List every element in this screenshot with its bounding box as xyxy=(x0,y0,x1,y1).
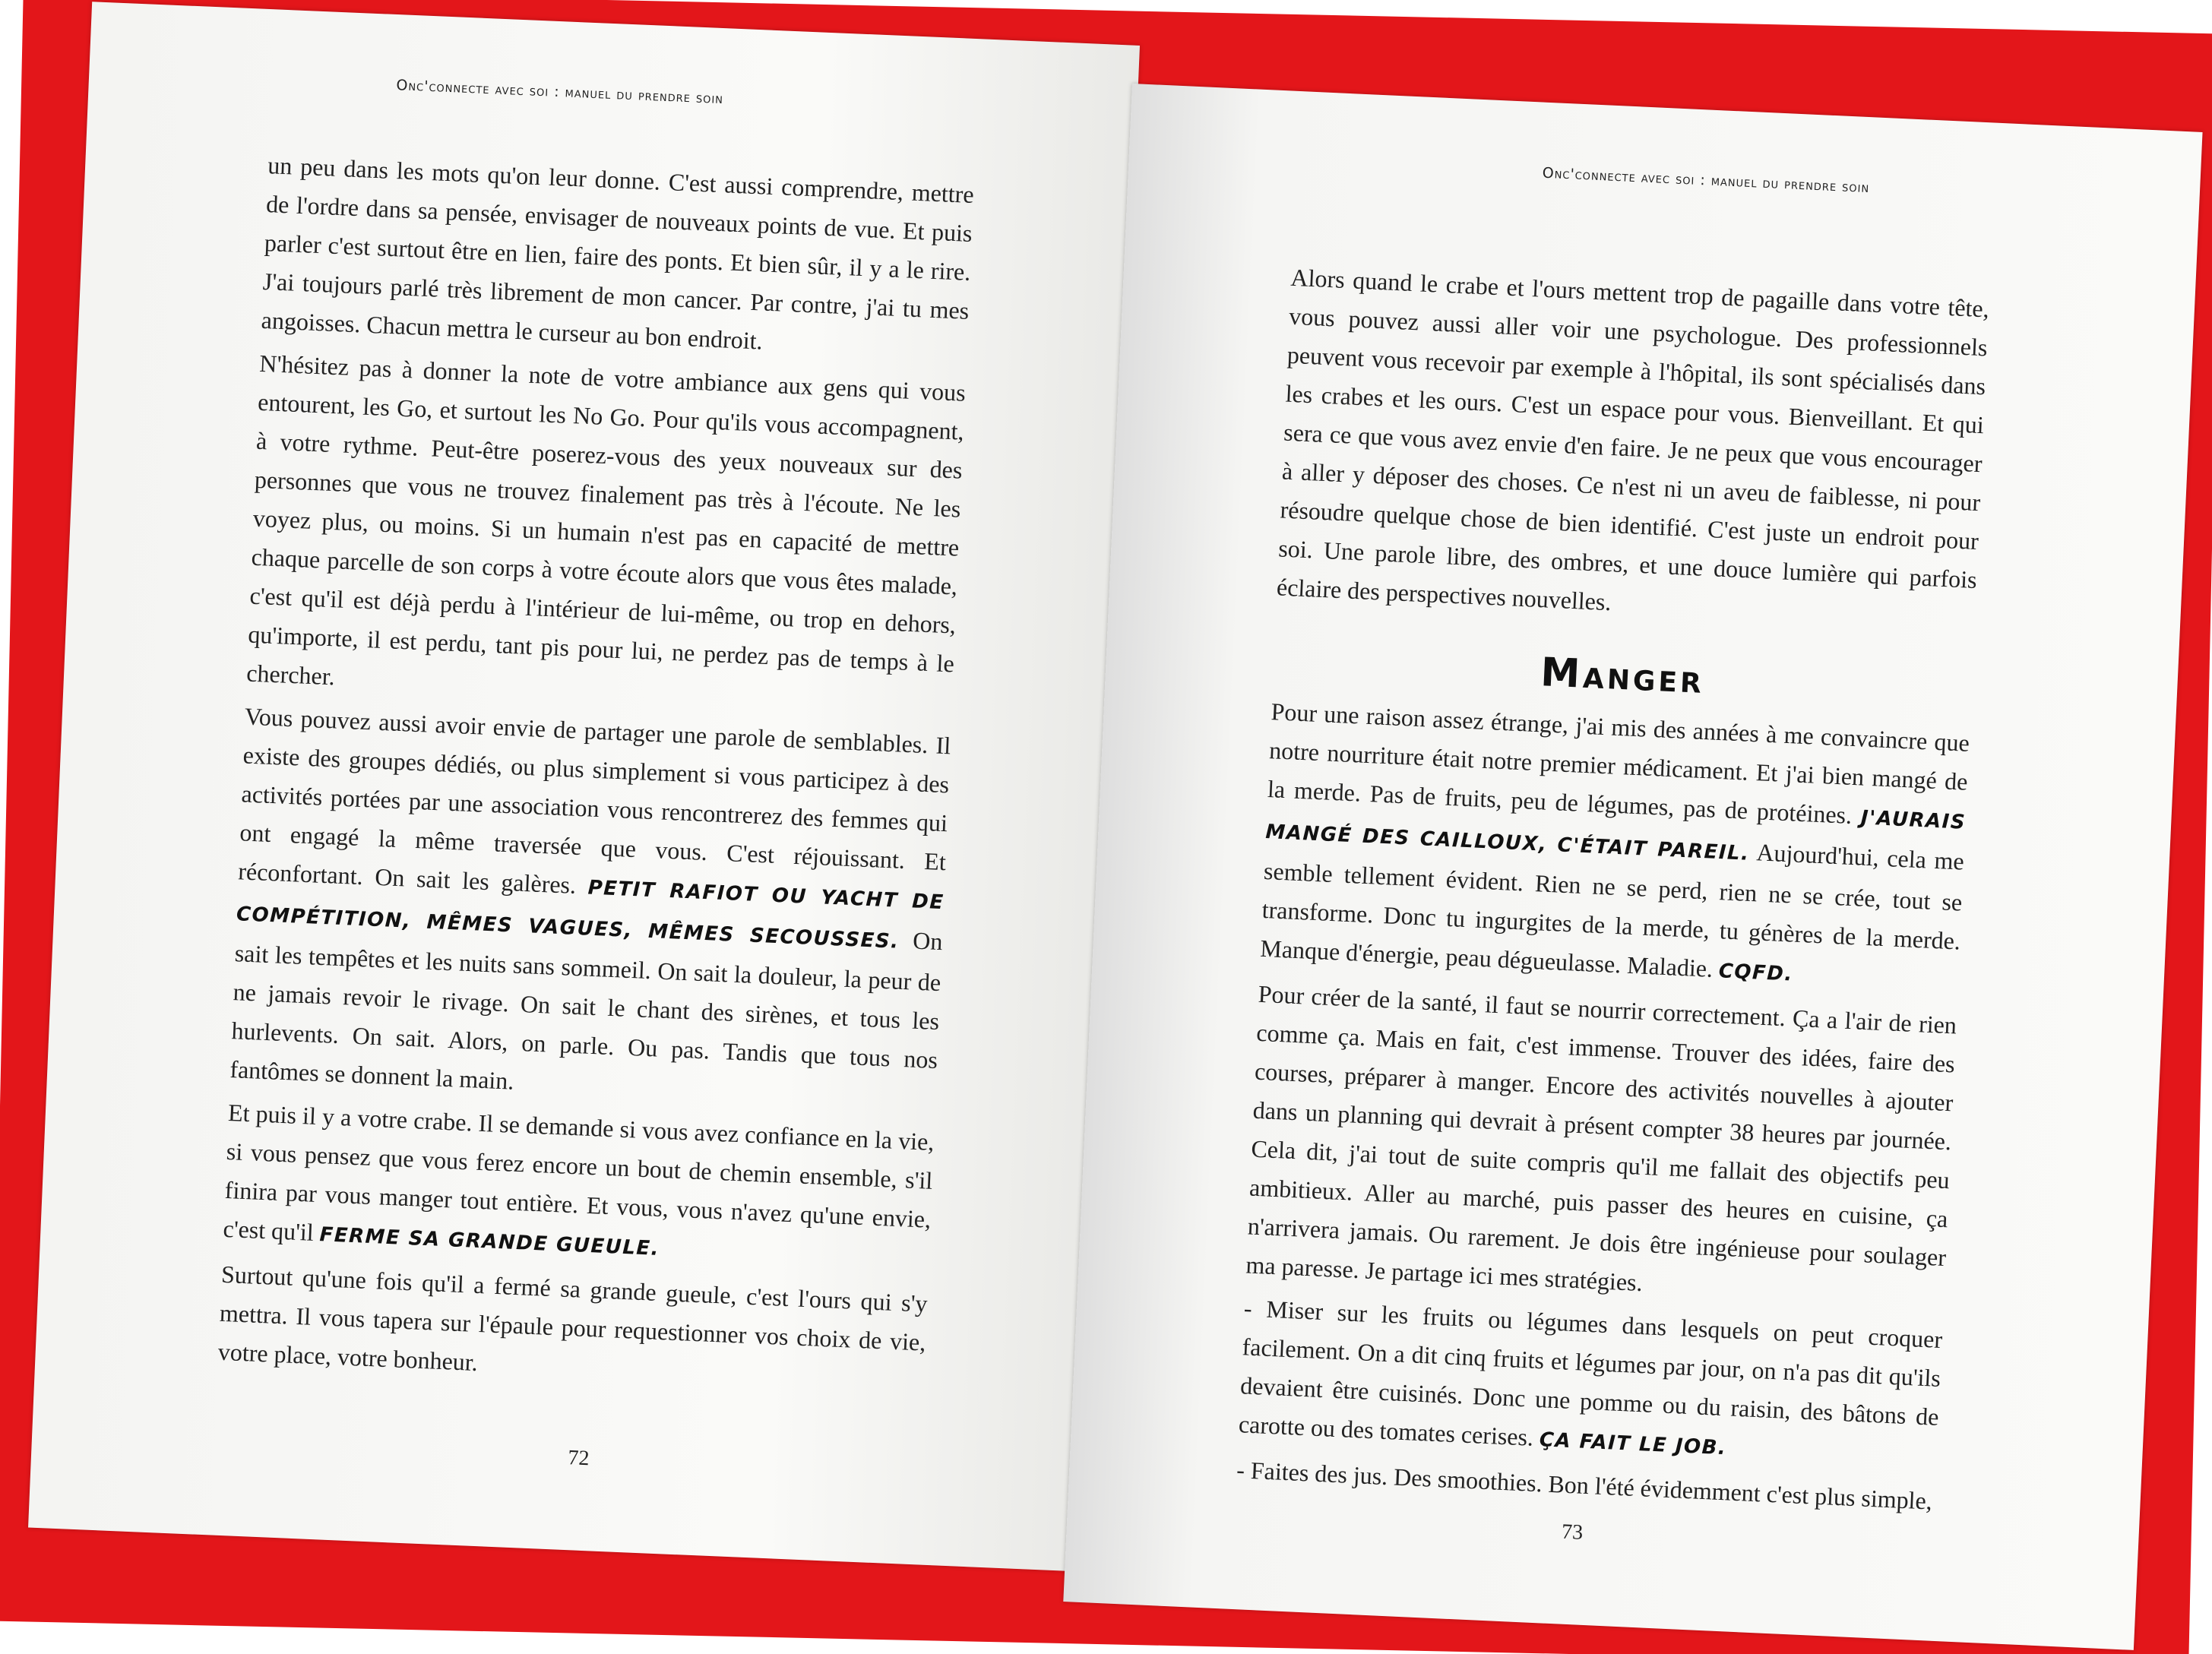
paragraph xyxy=(223,1093,935,1280)
right-page-text xyxy=(1236,258,1990,1526)
handwritten-emphasis: CQFD. xyxy=(1718,960,1794,986)
page-number-left: 72 xyxy=(567,1446,590,1471)
handwritten-emphasis: FERME SA GRANDE GUEULE. xyxy=(318,1223,660,1260)
paragraph-text: Et puis il y a votre crabe. Il se demande si vous avez confiance en la vie, si vous pensez que vous ferez encore un bout de chemin ensemble, s'il finira par vous manger tout entière. Et vous, vous n'avez qu'une envie, c'est qu'il xyxy=(222,1099,935,1246)
right-page xyxy=(1063,84,2202,1650)
running-head-right: Onc'connecte avec soi : manuel du prendre soin xyxy=(1542,164,1870,197)
left-page xyxy=(28,2,1140,1571)
paragraph-text: On sait les tempêtes et les nuits sans sommeil. On sait la douleur, la peur de ne jamais revoir le rivage. On sait le chant des sirènes, et tous les hurlevents. On sait. Alors, on parle. Ou pas. Tandis que tous nos fantômes se donnent la main. xyxy=(229,926,944,1095)
paragraph-text: Vous pouvez aussi avoir envie de partager une parole de semblables. Il existe des groupes dédiés, ou plus simplement si vous participez à des activités portées par une association vous rencontrerez des femmes qui ont engagé la même traversée que vous. C'est réjouissant. Et réconfortant. On sait les galères. xyxy=(237,702,951,899)
paragraph xyxy=(229,697,951,1118)
handwritten-emphasis: J'AURAIS MANGÉ DES CAILLOUX, C'ÉTAIT PAREIL. xyxy=(1264,806,1967,865)
paragraph-text: Aujourd'hui, cela me semble tellement évident. Rien ne se perd, rien ne se crée, tout se transforme. Donc tu ingurgites de la merde, tu génères de la merde. Manque d'énergie, peau dégueulasse. Maladie. xyxy=(1259,838,1965,982)
paragraph xyxy=(1259,692,1970,1001)
open-book xyxy=(68,46,2135,1595)
handwritten-emphasis: ÇA FAIT LE JOB. xyxy=(1539,1428,1727,1460)
paragraph: - Faites des jus. Des smoothies. Bon l'été évidemment c'est plus simple, xyxy=(1236,1456,1933,1515)
page-number-right: 73 xyxy=(1561,1520,1584,1545)
handwritten-emphasis: PETIT RAFIOT OU YACHT DE COMPÉTITION, MÊMES VAGUES, MÊMES SECOUSSES. xyxy=(236,876,945,954)
paragraph: un peu dans les mots qu'on leur donne. C'est aussi comprendre, mettre de l'ordre dans sa pensée, envisager de nouveaux points de vue. Et puis parler c'est surtout être en lien, faire des ponts. Et bien sûr, il y a le rire. J'ai toujours parlé très librement de mon cancer. Par contre, j'ai tu mes angoisses. Chacun mettra le curseur au bon endroit. xyxy=(261,151,975,355)
paragraph-text: Pour une raison assez étrange, j'ai mis des années à me convaincre que notre nourriture était notre premier médicament. Et j'ai bien mangé de la merde. Pas de fruits, peu de légumes, pas de protéines. xyxy=(1267,697,1970,829)
left-page-text xyxy=(217,146,975,1406)
section-title: Manger xyxy=(1540,650,1706,703)
paragraph: N'hésitez pas à donner la note de votre ambiance aux gens qui vous entourent, les Go, et surtout les No Go. Pour qu'ils vous accompagnent, à votre rythme. Peut-être poserez-vous des yeux nouveaux sur des personnes que vous ne trouvez finalement pas très à l'écoute. Ne les voyez plus, ou moins. Si un humain n'est pas en capacité de mettre chaque parcelle de son corps à votre écoute alors que vous êtes malade, c'est qu'il est déjà perdu à l'intérieur de lui-même, ou trop en dehors, qu'importe, il est perdu, tant pis pour lui, ne perdez pas de temps à le chercher. xyxy=(245,349,967,691)
paragraph: Surtout qu'une fois qu'il a fermé sa grande gueule, c'est l'ours qui s'y mettra. Il vous tapera sur l'épaule pour requestionner vos choix de vie, votre place, votre bonheur. xyxy=(217,1260,929,1377)
running-head-left: Onc'connecte avec soi : manuel du prendre soin xyxy=(396,77,724,108)
paragraph: Pour créer de la santé, il faut se nourrir correctement. Ça a l'air de rien comme ça. Mais en fait, c'est immense. Trouver des idées, faire des courses, préparer à manger. Encore des activités nouvelles à ajouter dans un planning qui devrait à présent compter 38 heures par journée. Cela dit, j'ai tout de suite compris qu'il me fallait des objectifs peu ambitieux. Aller au marché, puis passer des heures en cuisine, ça n'arrivera jamais. Ou rarement. Je dois être ingénieuse pour soulager ma paresse. Je partage ici mes stratégies. xyxy=(1245,979,1957,1297)
paragraph xyxy=(1238,1289,1943,1478)
paragraph: Alors quand le crabe et l'ours mettent trop de pagaille dans votre tête, vous pouvez aussi aller voir une psychologue. Des professionnels peuvent vous recevoir par exemple à l'hôpital, ils sont spécialisés dans les crabes et les ours. C'est un espace pour vous. Bienveillant. Et qui sera ce que vous avez envie d'en faire. Je ne peux que vous encourager à aller y déposer des choses. Ce n'est ni un aveu de faiblesse, ni pour résoudre quelque chose de bien identifié. C'est juste un endroit pour soi. Une parole libre, des ombres, et une douce lumière qui parfois éclaire des perspectives nouvelles. xyxy=(1276,263,1990,616)
paragraph-text: - Miser sur les fruits ou légumes dans lesquels on peut croquer facilement. On a dit cinq fruits et légumes par jour, on n'a pas dit qu'ils devaient être cuisinés. Donc une pomme ou du raisin, des bâtons de carotte ou des tomates cerises. xyxy=(1238,1294,1943,1451)
